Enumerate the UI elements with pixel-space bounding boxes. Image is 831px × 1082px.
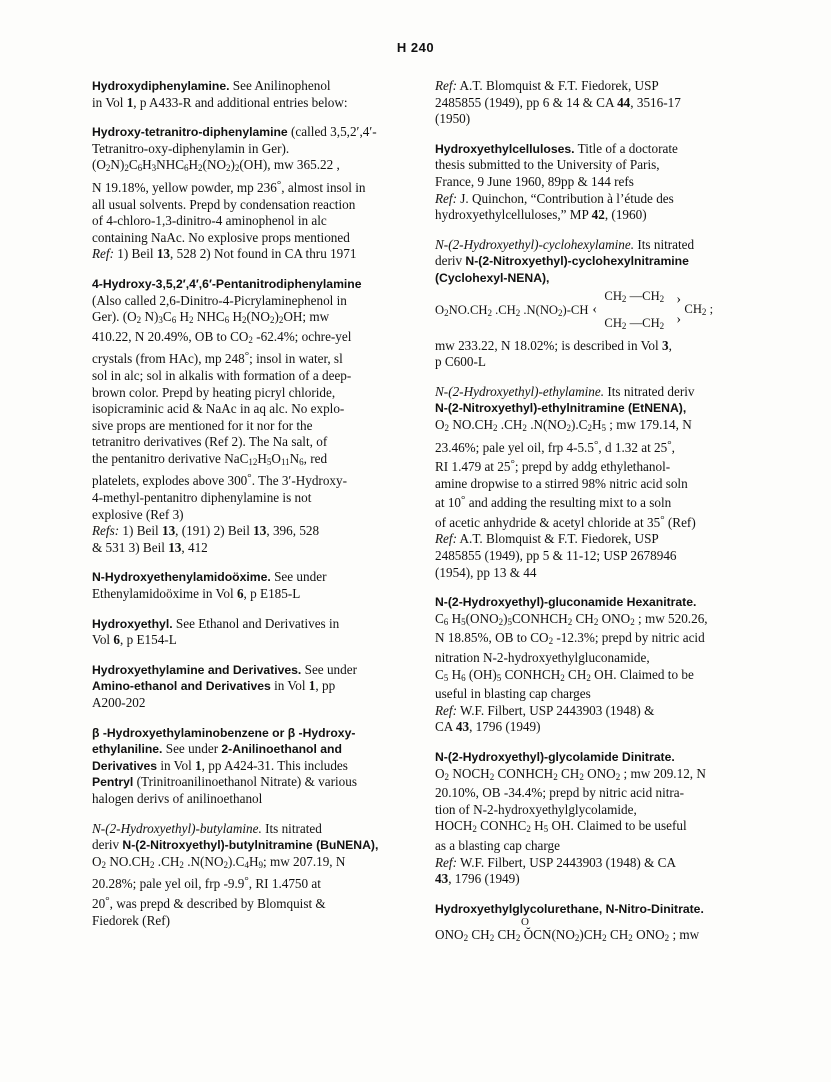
entry-line: Ref: J. Quinchon, “Contribution à l’étude des	[435, 190, 674, 206]
entry-line: Tetranitro-oxy-diphenylamin in Ger).	[92, 140, 290, 156]
entry-line: 410.22, N 20.49%, OB to $CO_2$ -62.4%; ochre-yel	[92, 328, 352, 345]
entry-line: N 19.18%, yellow powder, mp 236°, almost insol in	[92, 178, 366, 195]
entry-line: N 18.85%, OB to $CO_2$ -12.3%; prepd by nitric acid	[435, 630, 705, 647]
dictionary-entry	[92, 124, 399, 263]
entry-line: $O_2$ $NOCH_2$ $CONHCH_2$ $CH_2$ $ONO_2$ ; mw 209.12, N	[435, 765, 706, 782]
entry-line: isopicraminic acid & NaAc in aq alc. No explo-	[92, 401, 345, 417]
entry-line: N-(2-Hydroxyethyl)-butylamine. Its nitrated	[92, 820, 322, 836]
entry-line: $O_2$ $NO.CH_2$ $.CH_2$ $.N(NO_2).C_2H_5$ ; mw 179.14, N	[435, 416, 692, 433]
entry-line: sol in alc; sol in alkalis with formation of a deep-	[92, 367, 352, 383]
entry-line: France, 9 June 1960, 89pp & 144 refs	[435, 173, 634, 189]
entry-line: of 4-chloro-1,3-dinitro-4 aminophenol in alc	[92, 213, 327, 229]
dictionary-entry	[92, 276, 399, 557]
entry-line: $O_2$ $NO.CH_2$ $.CH_2$ $.N(NO_2).C_4H_9$; mw 207.19, N	[92, 853, 346, 870]
entry-line: N-(2-Hydroxyethyl)-ethylamine. Its nitrated deriv	[435, 383, 695, 399]
dictionary-entry	[92, 821, 399, 930]
entry-line: N-(2-Hydroxyethyl)-glycolamide Dinitrate.	[435, 750, 675, 764]
dictionary-entry	[92, 616, 399, 649]
entry-line: mw 233.22, N 18.02%; is described in Vol 3,	[435, 337, 672, 353]
entry-line: brown color. Prepd by heating picryl chloride,	[92, 384, 336, 400]
entry-line: Hydroxy-tetranitro-diphenylamine (called 3,5,2′,4′-	[92, 124, 377, 140]
dictionary-entry	[435, 237, 742, 371]
entry-line: Ref: W.F. Filbert, USP 2443903 (1948) &	[435, 702, 655, 718]
entry-line: as a blasting cap charge	[435, 837, 560, 853]
dictionary-entry	[435, 594, 742, 736]
entry-line: 2485855 (1949), pp 6 & 14 & CA 44, 3516-17	[435, 94, 681, 110]
entry-line: deriv N-(2-Nitroxyethyl)-cyclohexylnitramine	[435, 253, 689, 269]
entry-line: $ONO_2$ $CH_2$ $CH_2$ $ŎCN(NO_2)CH_2$ $CH_2$ $ONO_2$ ; mw	[435, 927, 700, 944]
entry-line: Vol 6, p E154-L	[92, 632, 177, 648]
entry-line: Derivatives in Vol 1, pp A424-31. This includes	[92, 757, 348, 773]
entry-line: RI 1.479 at 25°; prepd by addg ethylethanol-	[435, 458, 671, 475]
entry-line: crystals (from HAc), mp 248°; insol in water, sl	[92, 350, 343, 367]
entry-line: platelets, explodes above 300°. The 3′-Hydroxy-	[92, 472, 347, 489]
entry-line: (1950)	[435, 111, 471, 127]
entry-line: Fiedorek (Ref)	[92, 912, 170, 928]
entry-line: Ethenylamidoöxime in Vol 6, p E185-L	[92, 586, 301, 602]
entry-line: 20.10%, OB -34.4%; prepd by nitric acid nitra-	[435, 785, 685, 801]
entry-line: 23.46%; pale yel oil, frp 4-5.5°, d 1.32 at 25°,	[435, 438, 675, 455]
right-column	[435, 78, 742, 960]
entry-line: & 531 3) Beil 13, 412	[92, 539, 208, 555]
dictionary-entry	[92, 725, 399, 808]
entry-line: 20.28%; pale yel oil, frp -9.9°, RI 1.4750 at	[92, 875, 321, 892]
entry-line: useful in blasting cap charges	[435, 686, 591, 702]
entry-line: at 10° and adding the resulting mixt to a soln	[435, 494, 672, 511]
entry-line: containing NaAc. No explosive props mentioned	[92, 229, 350, 245]
entry-line: halogen derivs of anilinoethanol	[92, 790, 263, 806]
entry-line: nitration N-2-hydroxyethylgluconamide,	[435, 650, 650, 666]
entry-line: (Cyclohexyl-NENA),	[435, 270, 550, 285]
entry-line: deriv N-(2-Nitroxyethyl)-butylnitramine (BuNENA),	[92, 837, 379, 853]
two-column-body	[92, 78, 742, 960]
dictionary-entry	[92, 662, 399, 712]
entry-line: Ref: A.T. Blomquist & F.T. Fiedorek, USP	[435, 78, 659, 93]
entry-line: Pentryl (Trinitroanilinoethanol Nitrate) & various	[92, 774, 357, 790]
dictionary-entry	[435, 141, 742, 224]
entry-line: CA 43, 1796 (1949)	[435, 719, 541, 735]
entry-line: Ref: W.F. Filbert, USP 2443903 (1948) & CA	[435, 854, 676, 870]
page-header: H 240	[396, 40, 435, 55]
entry-line: ethylaniline. See under 2-Anilinoethanol and	[92, 741, 342, 757]
entry-line: Ref: A.T. Blomquist & F.T. Fiedorek, USP	[435, 531, 659, 547]
entry-line: Refs: 1) Beil 13, (191) 2) Beil 13, 396, 528	[92, 523, 320, 539]
entry-line: of acetic anhydride & acetyl chloride at 35° (Ref)	[435, 513, 696, 530]
entry-line: explosive (Ref 3)	[92, 506, 184, 522]
entry-line: the pentanitro derivative $NaC_{12}H_5O_{11}N_6$, red	[92, 450, 328, 467]
entry-line: in Vol 1, p A433-R and additional entries below:	[92, 94, 348, 110]
entry-line: N-(2-Hydroxyethyl)-gluconamide Hexanitrate.	[435, 595, 697, 610]
entry-line: all usual solvents. Prepd by condensation reaction	[92, 196, 356, 212]
dictionary-entry	[92, 78, 399, 111]
entry-line: Hydroxydiphenylamine. See Anilinophenol	[92, 78, 331, 93]
dictionary-entry	[435, 749, 742, 888]
entry-line: (1954), pp 13 & 44	[435, 564, 537, 580]
dictionary-entry	[435, 901, 742, 947]
entry-line: (Also called 2,6-Dinitro-4-Picrylaminephenol in	[92, 292, 347, 308]
entry-line: tion of N-2-hydroxyethylglycolamide,	[435, 801, 637, 817]
entry-line: Hydroxyethylglycolurethane, N-Nitro-Dinitrate.	[435, 901, 704, 916]
dictionary-entry	[435, 384, 742, 582]
entry-line: Hydroxyethylcelluloses. Title of a doctorate	[435, 140, 678, 156]
entry-line: O	[521, 916, 529, 929]
entry-line: 43, 1796 (1949)	[435, 871, 520, 887]
entry-line: $HOCH_2$ $CONHC_2$ $H_5$ OH. Claimed to be useful	[435, 818, 687, 835]
entry-line: N-(2-Hydroxyethyl)-cyclohexylamine. Its nitrated	[435, 236, 695, 252]
entry-line: thesis submitted to the University of Paris,	[435, 157, 660, 173]
entry-line: $C_6$ $H_5(ONO_2)_5CONHCH_2$ $CH_2$ $ONO_2$ ; mw 520.26,	[435, 610, 708, 627]
entry-line: p C600-L	[435, 354, 486, 370]
entry-line: Ref: 1) Beil 13, 528 2) Not found in CA thru 1971	[92, 246, 357, 262]
entry-line: N-(2-Nitroxyethyl)-ethylnitramine (EtNENA),	[435, 401, 687, 416]
entry-line: 4-methyl-pentanitro diphenylamine is not	[92, 490, 312, 506]
entry-line: Amino-ethanol and Derivatives in Vol 1, pp	[92, 678, 336, 694]
entry-line: Ger). ($O_2$ $N)_3C_6$ $H_2$ $NHC_6$ $H_2(NO_2)_2OH$; mw	[92, 309, 330, 326]
entry-line: 20°, was prepd & described by Blomquist &	[92, 894, 326, 911]
entry-line: 4-Hydroxy-3,5,2′,4′,6′-Pentanitrodiphenylamine	[92, 276, 362, 291]
entry-line: amine dropwise to a stirred 98% nitric acid soln	[435, 475, 688, 491]
entry-line: Hydroxyethylamine and Derivatives. See under	[92, 661, 357, 677]
chemical-structure: $O_2NO.CH_2$ $.CH_2$ $.N(NO_2)-CH$ ‹ $CH_2$ $—CH_2$ $CH_2$ $—CH_2$ › › $CH_2$ ;	[435, 288, 714, 331]
entry-line: $C_5$ $H_6$ $(OH)_5$ $CONHCH_2$ $CH_2$ OH. Claimed to be	[435, 666, 694, 683]
entry-line: tetranitro derivatives (Ref 2). The Na salt, of	[92, 434, 328, 450]
dictionary-entry	[435, 78, 742, 128]
left-column	[92, 78, 399, 960]
entry-line: hydroxyethylcelluloses,” MP 42, (1960)	[435, 207, 647, 223]
entry-line: $(O_2N)_2C_6H_3NHC_6H_2(NO_2)_2(OH)$, mw 365.22 ,	[92, 157, 340, 174]
entry-line: A200-202	[92, 695, 146, 710]
entry-line: β -Hydroxyethylaminobenzene or β -Hydroxy-	[92, 725, 356, 740]
entry-line: sive props are mentioned for it nor for the	[92, 417, 313, 433]
entry-line: N-Hydroxyethenylamidoöxime. See under	[92, 569, 327, 585]
entry-line: 2485855 (1949), pp 5 & 11-12; USP 2678946	[435, 548, 677, 564]
dictionary-entry	[92, 569, 399, 602]
entry-line: Hydroxyethyl. See Ethanol and Derivatives in	[92, 615, 340, 631]
